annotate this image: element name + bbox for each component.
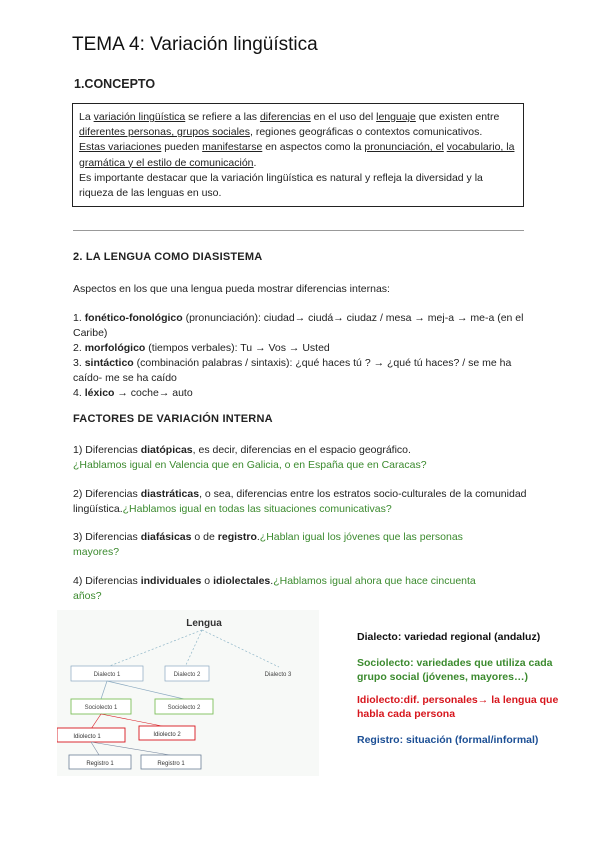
list-item: 3. sintáctico (combinación palabras / sintaxis): ¿qué haces tú ? → ¿qué tú haces? / se me ha caído- me se ha caído [73, 357, 512, 384]
dialecto-1-label: Dialecto 1 [93, 672, 121, 678]
term: Estas variaciones [79, 141, 162, 154]
idiolecto-1-label: Idiolecto 1 [73, 734, 101, 740]
idiolecto-2-label: Idiolecto 2 [153, 732, 181, 738]
section-2-intro: Aspectos en los que una lengua pueda mostrar diferencias internas: [73, 283, 390, 295]
registro-1a-label: Registro 1 [86, 761, 114, 767]
term: vocabulario, la gramática y el estilo de comunicación [79, 141, 515, 169]
text: en el uso del [310, 111, 377, 123]
legend-idiolecto: Idiolecto:dif. personales→ la lengua que habla cada persona [357, 694, 559, 720]
text: se refiere a las [185, 111, 260, 123]
factor-question: ¿Hablamos igual en todas las situaciones comunicativas? [122, 503, 392, 515]
page-title: TEMA 4: Variación lingüística [72, 34, 318, 55]
legend-dialecto: Dialecto: variedad regional (andaluz) [357, 631, 541, 643]
sociolecto-2-label: Sociolecto 2 [167, 705, 201, 711]
factor-idiolectal: 4) Diferencias individuales o idiolectales.¿Hablamos igual ahora que hace cincuenta años? [73, 575, 476, 602]
variation-diagram [57, 610, 319, 776]
list-item: 4. léxico → coche→ auto [73, 387, 193, 399]
legend-sociolecto: Sociolecto: variedades que utiliza cada grupo social (jóvenes, mayores…) [357, 657, 553, 683]
section-2-heading: 2. LA LENGUA COMO DIASISTEMA [73, 251, 263, 263]
text: en aspectos como la [262, 141, 365, 154]
factor-diatopic: 1) Diferencias diatópicas, es decir, diferencias en el espacio geográfico. ¿Hablamos igual en Valencia que en Galicia, o en España que en Caracas? [73, 444, 427, 471]
text: La [79, 111, 94, 123]
factor-diaphasic: 3) Diferencias diafásicas o de registro.¿Hablan igual los jóvenes que las personas mayores? [73, 531, 463, 558]
text: que existen entre [415, 111, 500, 123]
term: diferencias [259, 111, 311, 123]
term: manifestarse [202, 141, 263, 154]
factors-heading: FACTORES DE VARIACIÓN INTERNA [73, 413, 273, 425]
text: Es importante destacar que la variación lingüística es natural y refleja la diversidad y la riqueza de las lenguas en uso. [79, 171, 483, 200]
factor-question: ¿Hablamos igual ahora que hace cincuenta años? [73, 575, 476, 602]
list-item: 2. morfológico (tiempos verbales): Tu → Vos → Usted [73, 342, 330, 354]
text: . [253, 156, 257, 169]
factor-question: ¿Hablamos igual en Valencia que en Galicia, o en España que en Caracas? [73, 459, 427, 471]
dialecto-3-label: Dialecto 3 [264, 672, 292, 678]
term: pronunciación, el [364, 141, 444, 154]
legend-registro: Registro: situación (formal/informal) [357, 734, 539, 746]
diagram-root: Lengua [186, 618, 222, 629]
text: pueden [161, 141, 203, 154]
section-1-heading: 1.CONCEPTO [74, 77, 156, 91]
aspects-list [73, 311, 528, 401]
dialecto-2-label: Dialecto 2 [173, 672, 201, 678]
list-item: 1. fonético-fonológico (pronunciación): ciudad→ ciudá→ ciudaz / mesa → mej-a → me-a (en el Caribe) [73, 312, 524, 339]
factor-diastratic: 2) Diferencias diastráticas, o sea, diferencias entre los estratos socio-culturales de la comunidad lingüística.¿Hablamos igual en todas las situaciones comunicativas? [73, 488, 527, 515]
text: , regiones geográficas o contextos comunicativos. [250, 126, 483, 139]
term: variación lingüística [93, 111, 186, 123]
term: lenguaje [376, 111, 416, 123]
term: diferentes personas, grupos sociales [79, 126, 251, 139]
concept-box [72, 103, 524, 207]
registro-1b-label: Registro 1 [157, 761, 185, 767]
sociolecto-1-label: Sociolecto 1 [84, 705, 118, 711]
factor-question: ¿Hablan igual los jóvenes que las personas mayores? [73, 531, 463, 558]
divider [73, 230, 524, 231]
